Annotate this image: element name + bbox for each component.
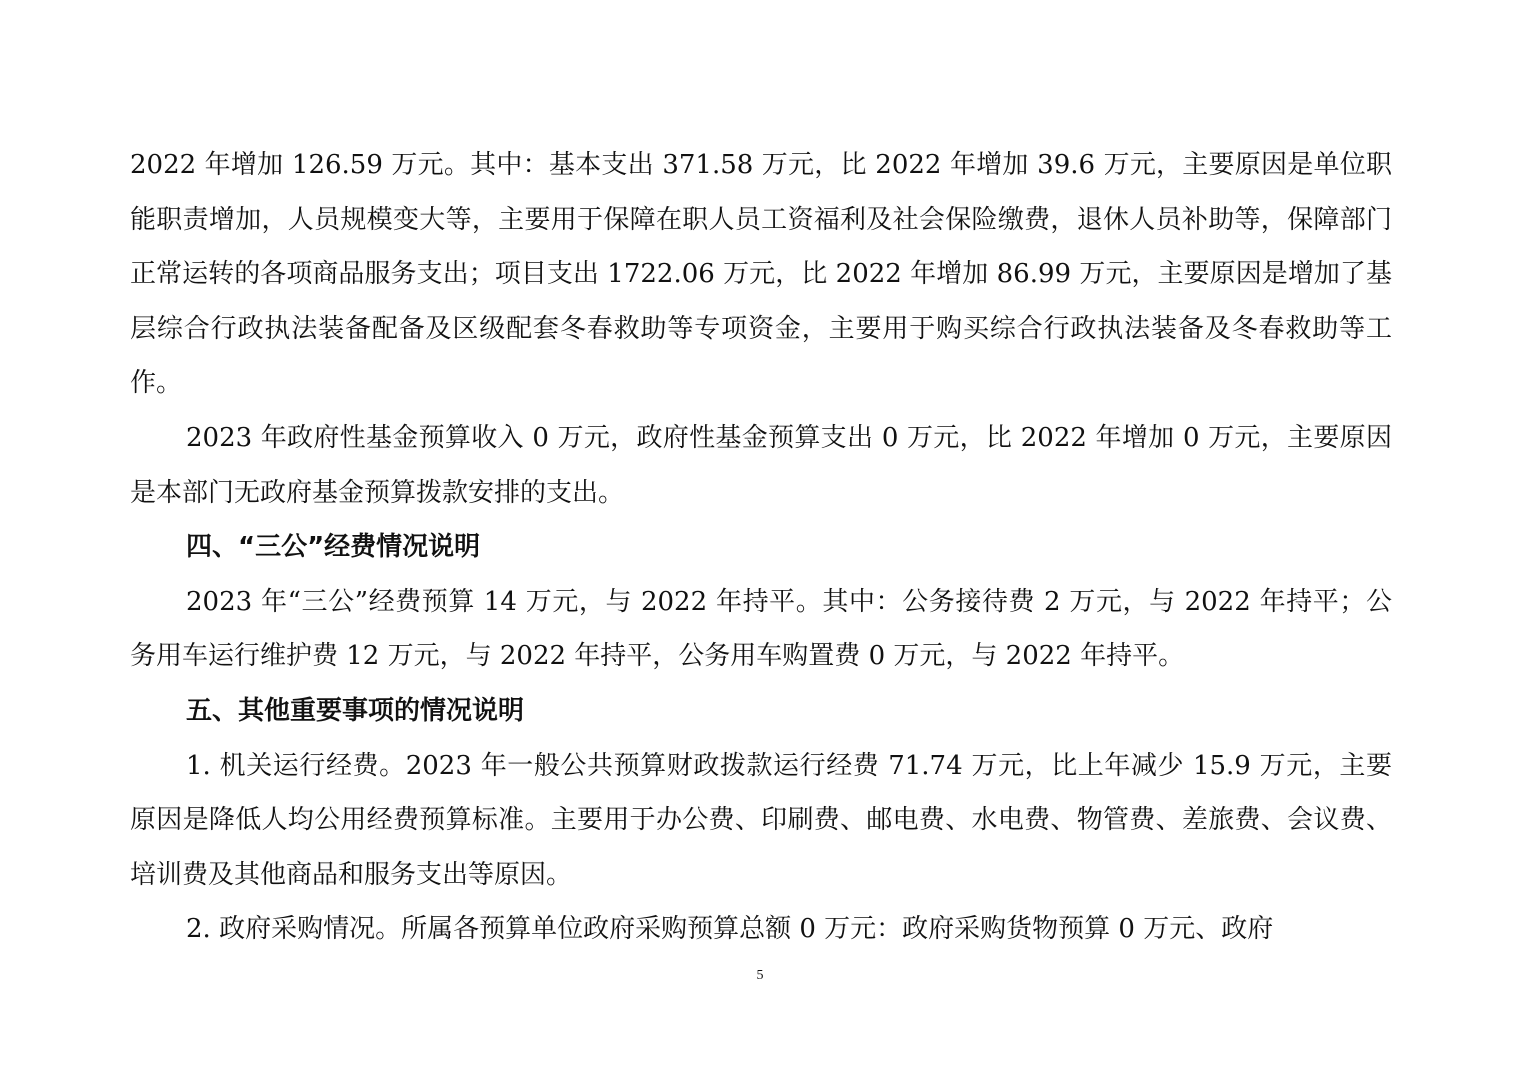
heading-other-matters: 五、其他重要事项的情况说明 — [186, 695, 525, 726]
paragraph-three-public-expenses: 2023 年“三公”经费预算 14 万元，与 2022 年持平。其中：公务接待费 2 万元，与 2022 年持平；公务用车运行维护费 12 万元，与 2022 年持平，公务用车购置费 0 万元，与 2022 年持平。 — [130, 586, 1392, 672]
paragraph-government-fund: 2023 年政府性基金预算收入 0 万元，政府性基金预算支出 0 万元，比 2022 年增加 0 万元，主要原因是本部门无政府基金预算拨款安排的支出。 — [130, 422, 1392, 508]
paragraph-operating-expenses: 1. 机关运行经费。2023 年一般公共预算财政拨款运行经费 71.74 万元，比上年减少 15.9 万元，主要原因是降低人均公用经费预算标准。主要用于办公费、印刷费、邮电费、水电费、物管费、差旅费、会议费、培训费及其他商品和服务支出等原因。 — [130, 750, 1392, 890]
heading-three-public-expenses: 四、“三公”经费情况说明 — [186, 532, 481, 563]
paragraph-government-procurement: 2. 政府采购情况。所属各预算单位政府采购预算总额 0 万元：政府采购货物预算 0 万元、政府 — [186, 914, 1274, 945]
page-number: 5 — [756, 968, 764, 983]
paragraph-budget-expenditure: 2022 年增加 126.59 万元。其中：基本支出 371.58 万元，比 2022 年增加 39.6 万元，主要原因是单位职能职责增加，人员规模变大等，主要用于保障在职人员工资福利及社会保险缴费，退休人员补助等，保障部门正常运转的各项商品服务支出；项目支出 1722.06 万元，比 2022 年增加 86.99 万元，主要原因是增加了基层综合行政执法装备配备及区级配套冬春救助等专项资金，主要用于购买综合行政执法装备及冬春救助等工作。 — [130, 150, 1392, 399]
document-body — [130, 138, 1392, 957]
